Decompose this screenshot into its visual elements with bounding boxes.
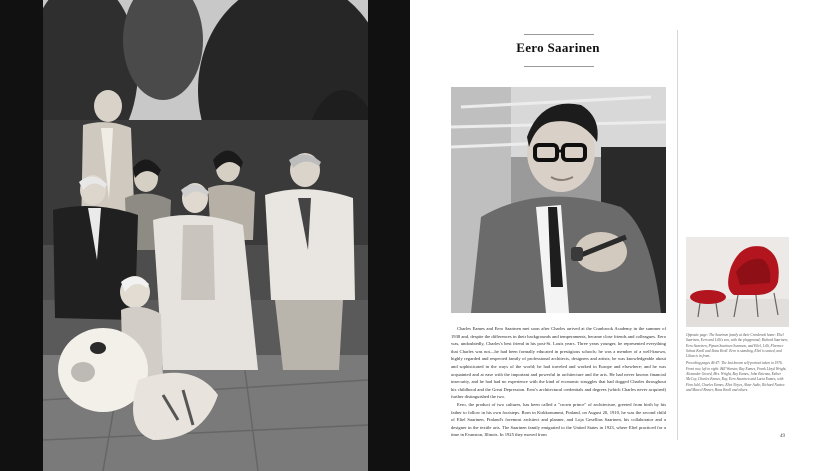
- body-paragraph: Eero, the product of two cultures, has been called a "crown prince" of architecture, greeted from birth by his father to follow in his own footsteps. Born in Kirkkonummi, Finland, on August 20, 1910, he was the second child of Eliel Saarinen, Finland's foremost architect and planner, and Loja Gesellius Saarinen, his collaborator and a designer in the textile arts. The Saarinen family emigrated to the United States in 1923, where Eliel practiced for a time in Evanston, Illinois. In 1925 they moved from: [451, 401, 666, 438]
- womb-chair-photo-illustration: [686, 237, 789, 327]
- column-divider: [677, 30, 678, 440]
- title-rule-top: [524, 34, 594, 35]
- chair-photo: [686, 237, 789, 327]
- title-rule-bottom: [524, 66, 594, 67]
- caption-paragraph: Opposite page: The Saarinen family at their Cranbrook home: Eliel Saarinen, Eero and Lilli's son, with the playground; Richard Saarinen; Eero Saarinen, Pipsan Saarinen Swanson, and Eliel, Lilli, Florence Schust Knoll and Ilona Kroll. Eero is standing, Eliel is seated, and Lilian is in front.: [686, 333, 789, 359]
- body-text: [451, 325, 666, 439]
- page-title: Eero Saarinen: [516, 40, 600, 55]
- body-paragraph: Charles Eames and Eero Saarinen met soon after Charles arrived at the Cranbrook Academy in the summer of 1938 and, despite the differences in their backgrounds and temperaments, became close friends and colleagues. Eero was, undoubtedly, Charles's best friend in his post-St. Louis years. Three years younger, he represented everything that Charles was not—he had been formally educated in prestigious schools; he was a member of a well-known, highly regarded and respected family of professional architects, designers and artists; he was knowledgeable about and sophisticated in the ways of the world; he had traveled and worked in Europe and elsewhere; and he was acquainted and at ease with the important and powerful in architecture and the arts. He had never known financial insecurity, and he had had no experience with the kind of economic struggles that had dogged Charles throughout his childhood and the Great Depression. Eero's architectural credentials and degrees (which Charles never acquired) further distinguished the two.: [451, 326, 666, 400]
- family-photo-illustration: [43, 0, 368, 471]
- portrait-photo: [451, 87, 666, 313]
- family-photo: [43, 0, 368, 471]
- photo-caption: [686, 333, 789, 395]
- page-number: 49: [780, 434, 785, 439]
- portrait-photo-illustration: [451, 87, 666, 313]
- caption-paragraph: Preceding pages 46-47: The last known self-portrait taken in 1976. Front row, left to right: Bill Wurster, Ray Eames, Frank Lloyd Wright, Alexander Girard, Mrs. Wright, Ray Eames, John Entenza, Esther McCoy, Charles Eames, Ray, Eero Saarinen and Lucia Eames, with Finn Juhl, Charles Eames, Eliot Noyes, Alvar Aalto, Richard Neutra and Marcel Breuer, Hans Knoll and others.: [686, 361, 787, 392]
